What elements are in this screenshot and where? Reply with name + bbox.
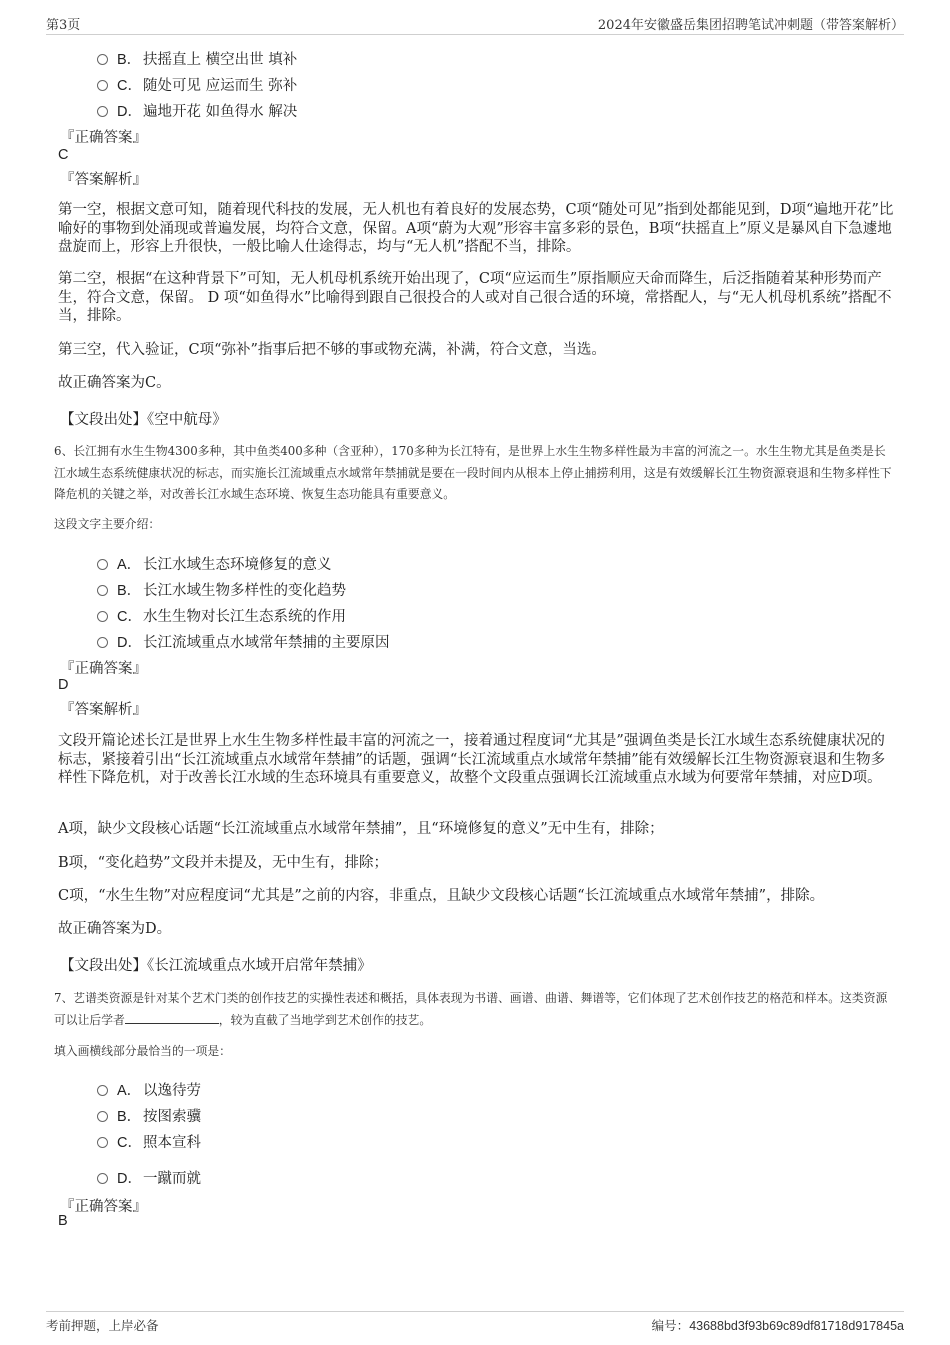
radio-icon[interactable] xyxy=(97,80,108,91)
q6-option-c[interactable]: C．水生生物对长江生态系统的作用 xyxy=(97,605,346,626)
page-footer xyxy=(46,1311,904,1334)
radio-icon[interactable] xyxy=(97,585,108,596)
document-code: 编号：43688bd3f93b69c89df81718d917845a xyxy=(651,1319,904,1333)
q6-question-text: 6、长江拥有水生生物4300多种，其中鱼类400多种（含亚种），170多种为长江特有，是世界上水生生物多样性最为丰富的河流之一。水生生物尤其是鱼类是长江水域生态系统健康状况的标志，而实施长江流域重点水域常年禁捕就是要在一段时间内从根本上停止捕捞利用，这是有效缓解长江生物资源衰退和生物多样性下降危机的关键之举，对改善长江水域生态环境、恢复生态功能具有重要意义。 xyxy=(54,444,892,501)
q6-source: 【文段出处】《长江流域重点水域开启常年禁捕》 xyxy=(60,958,372,974)
radio-icon[interactable] xyxy=(97,1137,108,1148)
q5-answer-label: 『正确答案』 xyxy=(60,130,147,146)
q5-analysis-p4: 故正确答案为C。 xyxy=(58,375,171,391)
q7-question-text: 7、艺谱类资源是针对某个艺术门类的创作技艺的实操性表述和概括，具体表现为书谱、画谱、曲谱、舞谱等，它们体现了艺术创作技艺的格范和样本。这类资源可以让后学者 ，较为直截了当地学到艺术创作的技艺。 xyxy=(54,991,888,1027)
q7-option-b[interactable]: B． 按图索骥 xyxy=(97,1105,201,1126)
q7-answer-label: 『正确答案』 xyxy=(60,1199,147,1215)
q7-prompt: 填入画横线部分最恰当的一项是： xyxy=(54,1044,231,1058)
q6-analysis-p2: A项，缺少文段核心话题“长江流域重点水域常年禁捕”，且“环境修复的意义”无中生有，排除； xyxy=(58,821,664,837)
radio-icon[interactable] xyxy=(97,559,108,570)
q5-analysis-label: 『答案解析』 xyxy=(60,172,147,188)
q6-prompt: 这段文字主要介绍： xyxy=(54,517,161,531)
q6-option-d[interactable]: D．长江流域重点水域常年禁捕的主要原因 xyxy=(97,631,390,652)
footer-slogan: 考前押题，上岸必备 xyxy=(46,1318,159,1333)
q5-option-d[interactable]: D．遍地开花 如鱼得水 解决 xyxy=(97,100,297,121)
q5-analysis-p1: 第一空，根据文意可知，随着现代科技的发展，无人机也有着良好的发展态势，C项“随处可见”指到处都能见到，D项“遍地开花”比喻好的事物到处涌现或普遍发展，均符合文意，保留。A项“蔚为大观”形容丰富多彩的景色，B项“扶摇直上”原义是暴风自下急遽地盘旋而上，形容上升很快，一般比喻人仕途得志，均与“无人机”搭配不当，排除。 xyxy=(58,202,894,255)
q5-answer: C xyxy=(58,147,69,163)
q5-source: 【文段出处】《空中航母》 xyxy=(60,412,227,428)
q6-analysis-p4: C项，“水生生物”对应程度词“尤其是”之前的内容，非重点，且缺少文段核心话题“长江流域重点水域常年禁捕”，排除。 xyxy=(58,888,825,904)
q5-option-b[interactable]: B． 扶摇直上 横空出世 填补 xyxy=(97,48,297,69)
q5-analysis-p3: 第三空，代入验证，C项“弥补”指事后把不够的事或物充满，补满，符合文意，当选。 xyxy=(58,342,606,358)
q7-option-a[interactable]: A． 以逸待劳 xyxy=(97,1079,201,1100)
document-title: 2024年安徽盛岳集团招聘笔试冲刺题（带答案解析） xyxy=(597,18,904,33)
fill-in-blank xyxy=(125,1013,219,1024)
radio-icon[interactable] xyxy=(97,1111,108,1122)
radio-icon[interactable] xyxy=(97,1085,108,1096)
radio-icon[interactable] xyxy=(97,106,108,117)
radio-icon[interactable] xyxy=(97,1173,108,1184)
page-header xyxy=(46,14,904,35)
q5-analysis-p2: 第二空，根据“在这种背景下”可知，无人机母机系统开始出现了，C项“应运而生”原指顺应天命而降生，后泛指随着某种形势而产生，符合文意，保留。 D 项“如鱼得水”比喻得到跟自己很投合的人或对自己很合适的环境，常搭配人，与“无人机母机系统”搭配不当，排除。 xyxy=(58,271,892,324)
q6-analysis-p3: B项，“变化趋势”文段并未提及，无中生有，排除； xyxy=(58,855,388,871)
q6-answer: D xyxy=(58,677,69,693)
q5-option-c[interactable]: C．随处可见 应运而生 弥补 xyxy=(97,74,297,95)
q6-option-b[interactable]: B． 长江水域生物多样性的变化趋势 xyxy=(97,579,346,600)
page-number: 第3页 xyxy=(46,18,81,33)
radio-icon[interactable] xyxy=(97,54,108,65)
q6-answer-label: 『正确答案』 xyxy=(60,661,147,677)
radio-icon[interactable] xyxy=(97,637,108,648)
q7-option-d[interactable]: D．一蹴而就 xyxy=(97,1167,201,1188)
q6-analysis-label: 『答案解析』 xyxy=(60,702,147,718)
q6-option-a[interactable]: A． 长江水域生态环境修复的意义 xyxy=(97,553,332,574)
q7-option-c[interactable]: C．照本宣科 xyxy=(97,1131,201,1152)
q6-analysis-p5: 故正确答案为D。 xyxy=(58,921,172,937)
q7-answer: B xyxy=(58,1213,68,1229)
q6-analysis-p1: 文段开篇论述长江是世界上水生生物多样性最丰富的河流之一，接着通过程度词“尤其是”强调鱼类是长江水域生态系统健康状况的标志，紧接着引出“长江流域重点水域常年禁捕”的话题，强调“长江流域重点水域常年禁捕”能有效缓解长江生物资源衰退和生物多样性下降危机，对于改善长江水域的生态环境具有重要意义，故整个文段重点强调长江流域重点水域为何要常年禁捕，对应D项。 xyxy=(58,733,886,786)
radio-icon[interactable] xyxy=(97,611,108,622)
